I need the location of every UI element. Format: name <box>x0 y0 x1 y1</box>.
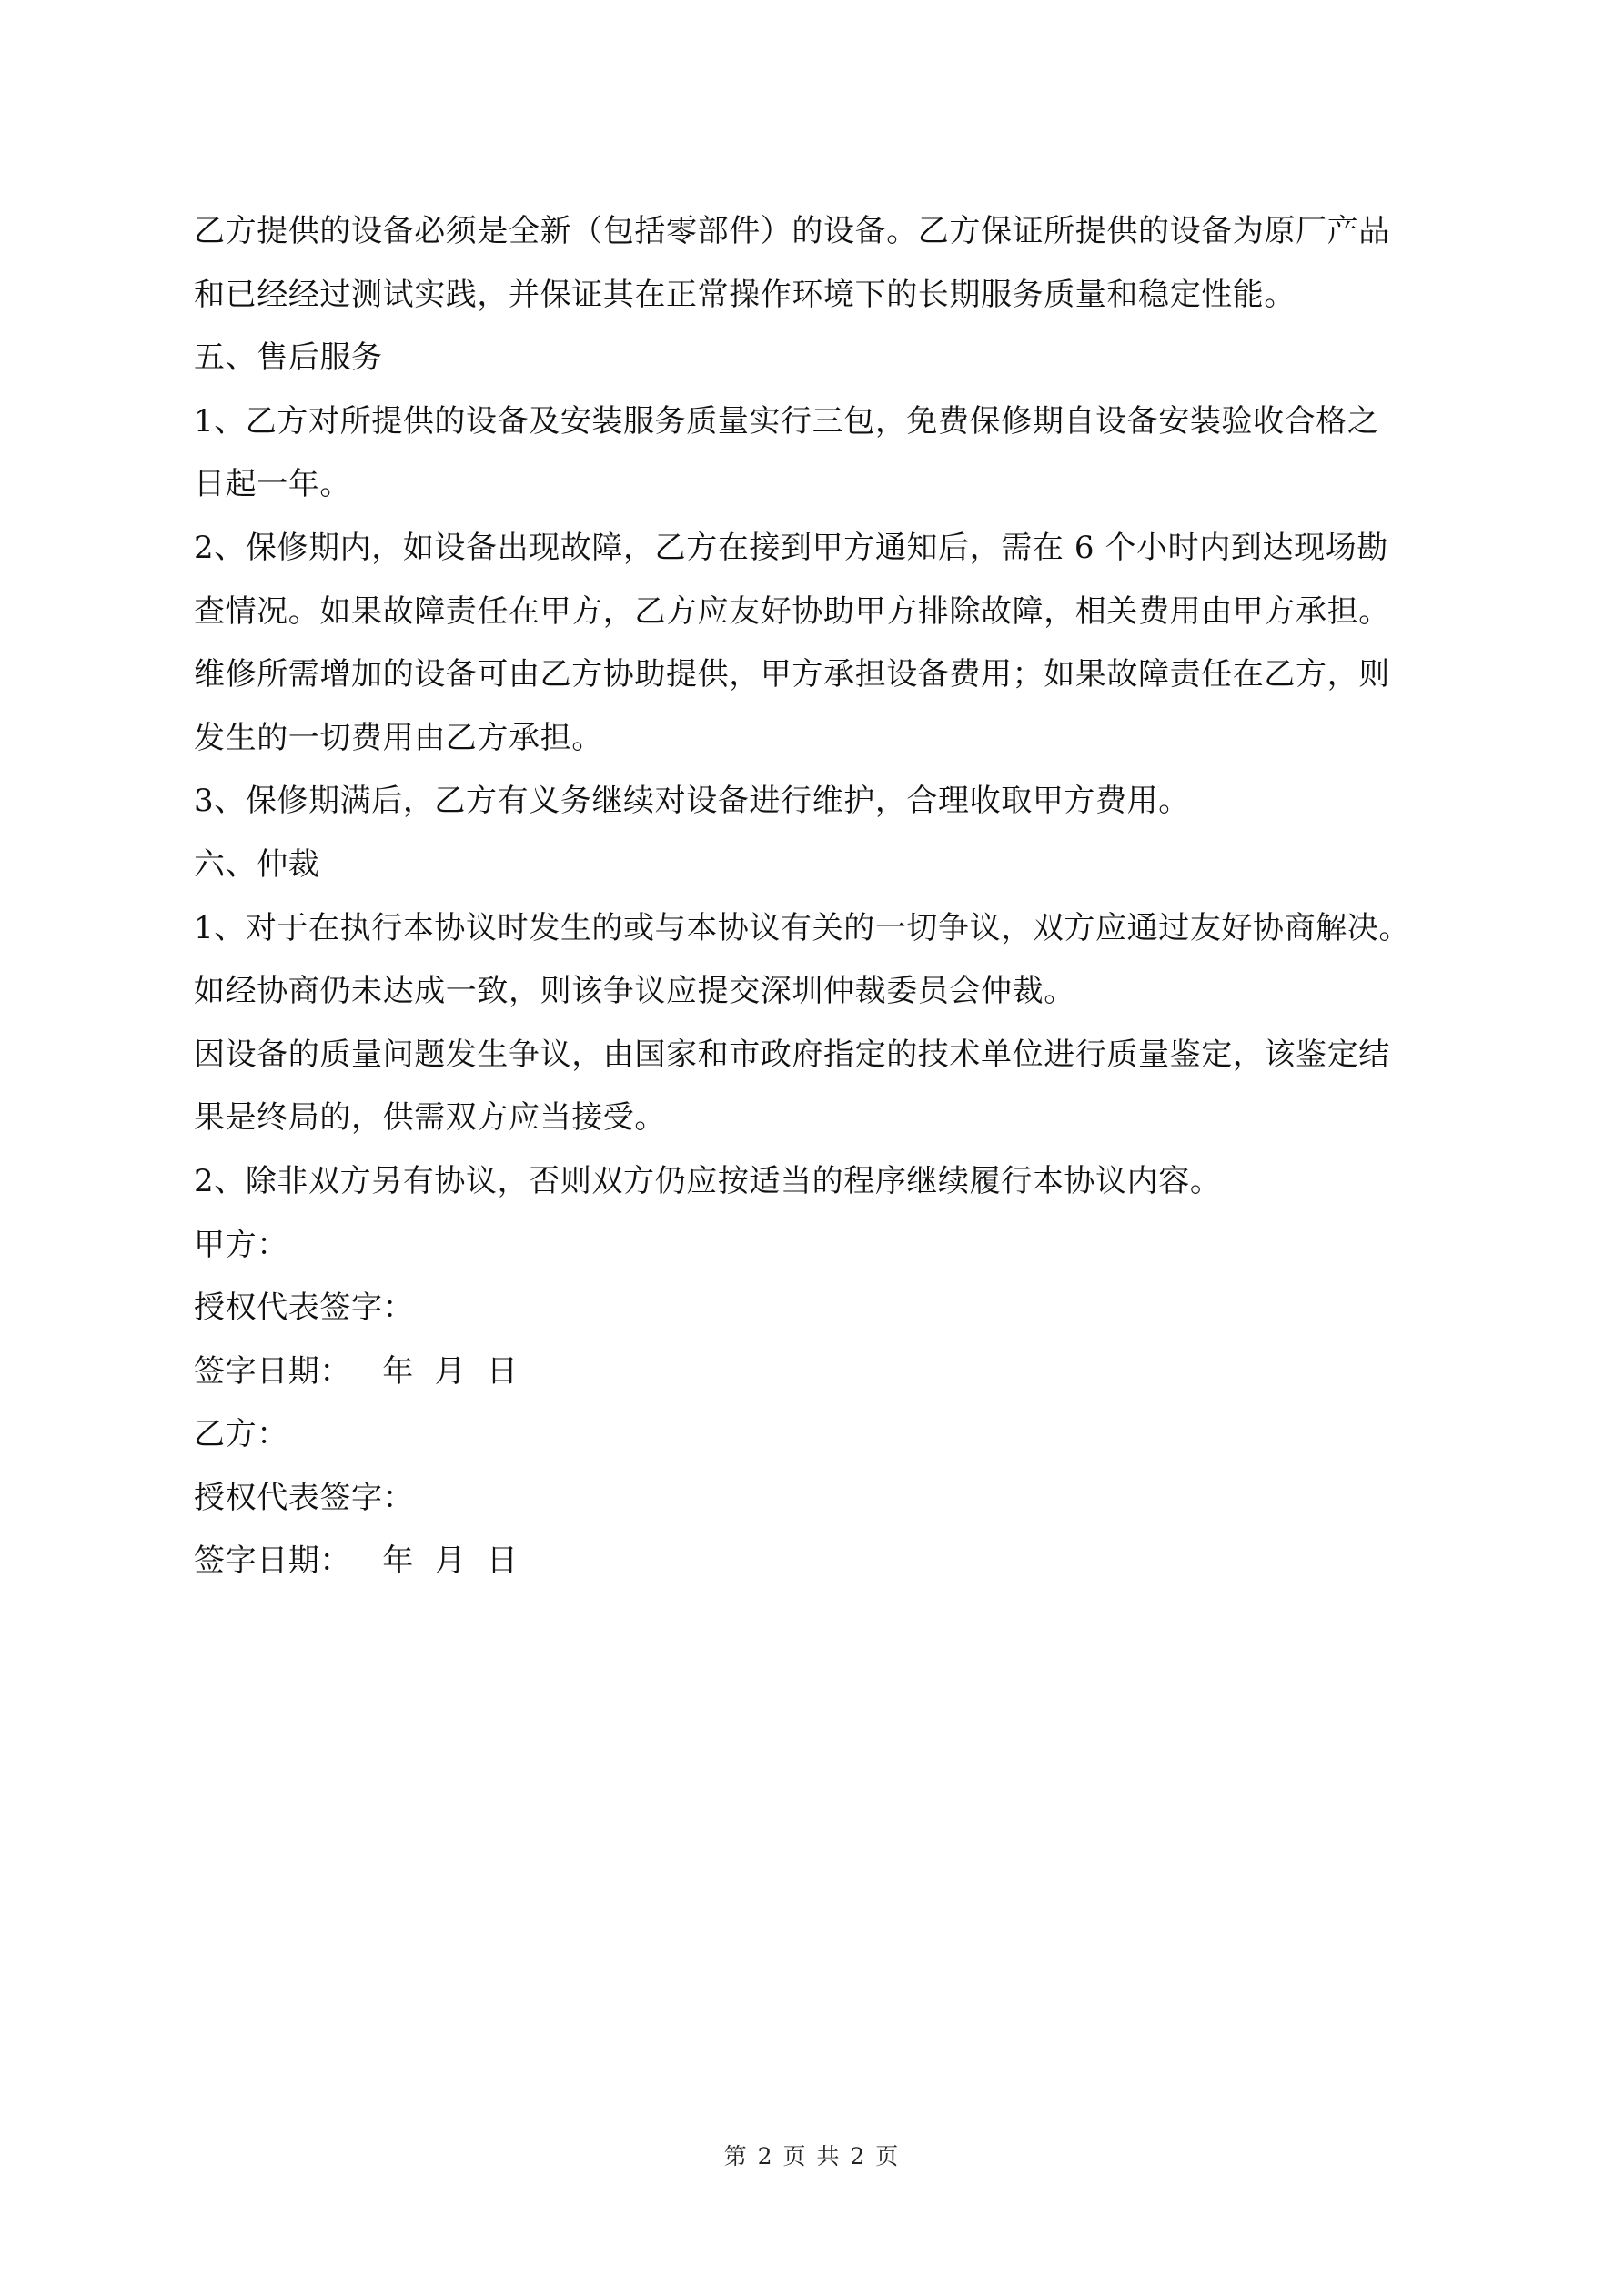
paragraph-line: 查情况。如果故障责任在甲方，乙方应友好协助甲方排除故障，相关费用由甲方承担。 <box>194 592 1390 630</box>
party-b-signature-label: 授权代表签字： <box>194 1479 415 1516</box>
paragraph-line: 日起一年。 <box>194 466 351 503</box>
document-body <box>194 200 1449 1593</box>
section-heading-arbitration: 六、仲裁 <box>194 845 320 883</box>
page-number-footer: 第 2 页 共 2 页 <box>723 2143 901 2170</box>
party-a-signature-label: 授权代表签字： <box>194 1290 415 1327</box>
paragraph-line: 1、乙方对所提供的设备及安装服务质量实行三包，免费保修期自设备安装验收合格之 <box>194 402 1379 440</box>
paragraph-line: 和已经经过测试实践，并保证其在正常操作环境下的长期服务质量和稳定性能。 <box>194 276 1296 313</box>
section-heading-after-sales: 五、售后服务 <box>194 339 383 377</box>
party-b-label: 乙方： <box>194 1416 288 1453</box>
paragraph-line: 乙方提供的设备必须是全新（包括零部件）的设备。乙方保证所提供的设备为原厂产品 <box>194 213 1390 249</box>
paragraph-line: 2、除非双方另有协议，否则双方仍应按适当的程序继续履行本协议内容。 <box>194 1162 1222 1199</box>
paragraph-line: 果是终局的，供需双方应当接受。 <box>194 1099 666 1137</box>
paragraph-line: 3、保修期满后，乙方有义务继续对设备进行维护，合理收取甲方费用。 <box>194 783 1190 820</box>
paragraph-line: 2、保修期内，如设备出现故障，乙方在接到甲方通知后，需在 6 个小时内到达现场勘 <box>194 529 1388 566</box>
party-a-label: 甲方： <box>194 1226 288 1263</box>
paragraph-line: 维修所需增加的设备可由乙方协助提供，甲方承担设备费用；如果故障责任在乙方，则 <box>194 656 1390 693</box>
party-b-date-label: 签字日期： 年 月 日 <box>194 1542 519 1580</box>
paragraph-line: 如经协商仍未达成一致，则该争议应提交深圳仲裁委员会仲裁。 <box>194 973 1075 1010</box>
paragraph-line: 1、对于在执行本协议时发生的或与本协议有关的一切争议，双方应通过友好协商解决。 <box>194 909 1411 946</box>
party-a-date-label: 签字日期： 年 月 日 <box>194 1352 519 1390</box>
paragraph-line: 因设备的质量问题发生争议，由国家和市政府指定的技术单位进行质量鉴定，该鉴定结 <box>194 1036 1390 1073</box>
paragraph-line: 发生的一切费用由乙方承担。 <box>194 719 603 756</box>
